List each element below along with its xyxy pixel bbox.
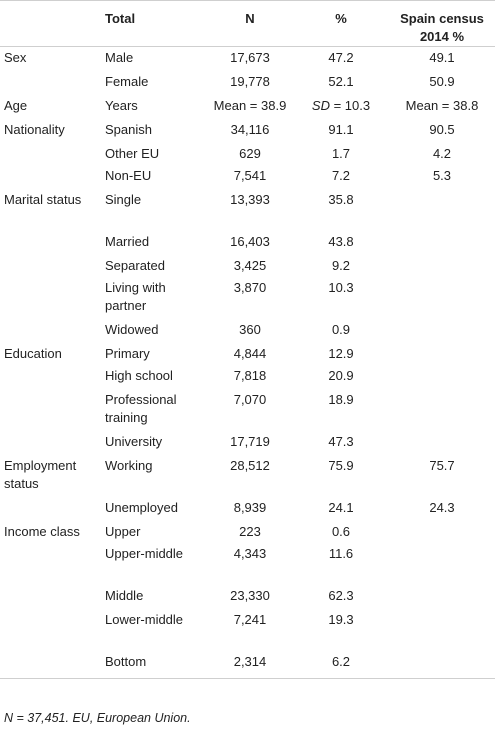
row-category [0, 143, 101, 165]
row-category: Education [4, 345, 62, 361]
row-variable: Male [105, 50, 134, 65]
row-census-value [389, 431, 495, 455]
table-row [0, 95, 495, 119]
row-n-value: 4,343 [233, 545, 267, 561]
row-pct-value: 6.2 [331, 653, 351, 669]
table-row [0, 119, 495, 143]
row-n-value: 3,870 [233, 279, 267, 295]
row-category: Sex [4, 50, 27, 65]
table-body [0, 47, 495, 679]
row-pct-value: 1.7 [331, 145, 351, 161]
row-pct-value: SD = 10.3 [311, 97, 371, 113]
table-row [0, 585, 495, 609]
row-category [0, 431, 101, 455]
row-census-value [389, 231, 495, 255]
row-n-value: 16,403 [230, 233, 270, 249]
row-category [0, 365, 101, 389]
row-n-value: 17,673 [230, 50, 270, 65]
row-n-value: Mean = 38.9 [213, 97, 287, 113]
row-variable: Upper [105, 523, 141, 539]
row-variable: Years [105, 97, 138, 113]
row-census-value [389, 319, 495, 343]
row-pct-value: 35.8 [328, 191, 354, 207]
row-census-value [389, 189, 495, 231]
row-variable: Bottom [105, 653, 147, 669]
row-category [0, 71, 101, 95]
header-cell-census: Spain census 2014 % [400, 11, 484, 44]
row-category: Employment status [4, 457, 77, 491]
row-n-value: 3,425 [233, 257, 267, 273]
row-category [0, 255, 101, 277]
row-variable: Living with partner [105, 279, 166, 313]
table-row [0, 143, 495, 165]
row-pct-value: 7.2 [331, 167, 351, 183]
row-census-value [389, 609, 495, 651]
row-pct-value: 62.3 [328, 587, 354, 603]
row-pct-value: 47.3 [328, 433, 354, 449]
row-census-value: 24.3 [429, 499, 455, 515]
row-n-value: 8,939 [233, 499, 267, 515]
row-pct-value: 24.1 [328, 499, 354, 515]
row-category: Income class [4, 523, 80, 539]
table-row [0, 165, 495, 189]
row-category: Age [4, 97, 28, 113]
row-variable: Professional training [105, 391, 177, 425]
header-cell-total: Total [105, 11, 136, 26]
row-census-value: 5.3 [432, 167, 452, 183]
row-n-value: 17,719 [230, 433, 270, 449]
table-row [0, 71, 495, 95]
row-census-value [389, 389, 495, 431]
row-n-value: 13,393 [230, 191, 270, 207]
table-row [0, 343, 495, 365]
table-row [0, 189, 495, 231]
row-pct-value: 12.9 [328, 345, 354, 361]
table-footnote: N = 37,451. EU, European Union. [4, 711, 191, 725]
row-variable: Separated [105, 257, 165, 273]
row-pct-value: 52.1 [328, 73, 354, 89]
row-category: Nationality [4, 121, 65, 137]
row-census-value: Mean = 38.8 [405, 97, 479, 113]
row-n-value: 23,330 [230, 587, 270, 603]
row-census-value [389, 585, 495, 609]
header-cell-blank [0, 1, 101, 47]
row-variable: Non-EU [105, 167, 152, 183]
row-category [0, 319, 101, 343]
table-row [0, 389, 495, 431]
row-pct-value: 19.3 [328, 611, 354, 627]
row-pct-value: 0.6 [331, 523, 351, 539]
row-census-value [389, 651, 495, 679]
row-category: Marital status [4, 191, 82, 207]
row-n-value: 7,818 [233, 367, 267, 383]
table-row [0, 231, 495, 255]
table-row [0, 497, 495, 521]
row-pct-value: 43.8 [328, 233, 354, 249]
table-header [0, 1, 495, 47]
table-row [0, 365, 495, 389]
row-category [0, 497, 101, 521]
row-n-value: 629 [239, 145, 261, 161]
row-n-value: 34,116 [230, 121, 270, 137]
row-category [0, 231, 101, 255]
row-n-value: 223 [239, 523, 261, 539]
row-census-value [389, 343, 495, 365]
row-pct-value: 10.3 [328, 279, 354, 295]
row-census-value: 90.5 [429, 121, 455, 137]
row-variable: Primary [105, 345, 150, 361]
row-census-value [389, 521, 495, 543]
header-cell-pct: % [335, 11, 347, 26]
table-row [0, 521, 495, 543]
row-pct-value: 20.9 [328, 367, 354, 383]
row-n-value: 19,778 [230, 73, 270, 89]
table-row [0, 651, 495, 679]
row-census-value [389, 543, 495, 585]
table-row [0, 255, 495, 277]
row-variable: Widowed [105, 321, 159, 337]
row-variable: High school [105, 367, 173, 383]
row-n-value: 360 [239, 321, 261, 337]
row-variable: Working [105, 457, 153, 473]
row-category [0, 165, 101, 189]
row-variable: Unemployed [105, 499, 178, 515]
row-census-value: 50.9 [429, 73, 455, 89]
row-category [0, 277, 101, 319]
table-row [0, 609, 495, 651]
row-category [0, 585, 101, 609]
row-variable: Lower-middle [105, 611, 184, 627]
row-variable: Married [105, 233, 150, 249]
row-variable: Other EU [105, 145, 160, 161]
row-n-value: 7,070 [233, 391, 267, 407]
row-census-value [389, 365, 495, 389]
row-n-value: 2,314 [233, 653, 267, 669]
row-census-value: 4.2 [432, 145, 452, 161]
table-row [0, 543, 495, 585]
row-n-value: 7,241 [233, 611, 267, 627]
row-category [0, 389, 101, 431]
row-n-value: 28,512 [230, 457, 270, 473]
row-variable: University [105, 433, 163, 449]
row-category [0, 609, 101, 651]
row-pct-value: 47.2 [328, 50, 354, 65]
row-pct-value: 75.9 [328, 457, 354, 473]
row-pct-value: 9.2 [331, 257, 351, 273]
row-pct-value: 0.9 [331, 321, 351, 337]
row-census-value: 49.1 [429, 50, 455, 65]
row-variable: Middle [105, 587, 144, 603]
table-row [0, 319, 495, 343]
row-category [0, 651, 101, 679]
row-pct-value: 11.6 [328, 545, 354, 561]
table-row [0, 455, 495, 497]
row-variable: Female [105, 73, 149, 89]
row-census-value: 75.7 [429, 457, 455, 473]
table-row [0, 277, 495, 319]
row-n-value: 7,541 [233, 167, 267, 183]
table-row [0, 431, 495, 455]
row-census-value [389, 277, 495, 319]
row-variable: Single [105, 191, 142, 207]
header-cell-n: N [245, 11, 255, 26]
row-census-value [389, 255, 495, 277]
table-row [0, 47, 495, 71]
row-pct-value: 18.9 [328, 391, 354, 407]
row-pct-value: 91.1 [328, 121, 354, 137]
row-variable: Spanish [105, 121, 152, 137]
row-variable: Upper-middle [105, 545, 184, 561]
row-category [0, 543, 101, 585]
row-n-value: 4,844 [233, 345, 267, 361]
header-row [0, 1, 495, 47]
